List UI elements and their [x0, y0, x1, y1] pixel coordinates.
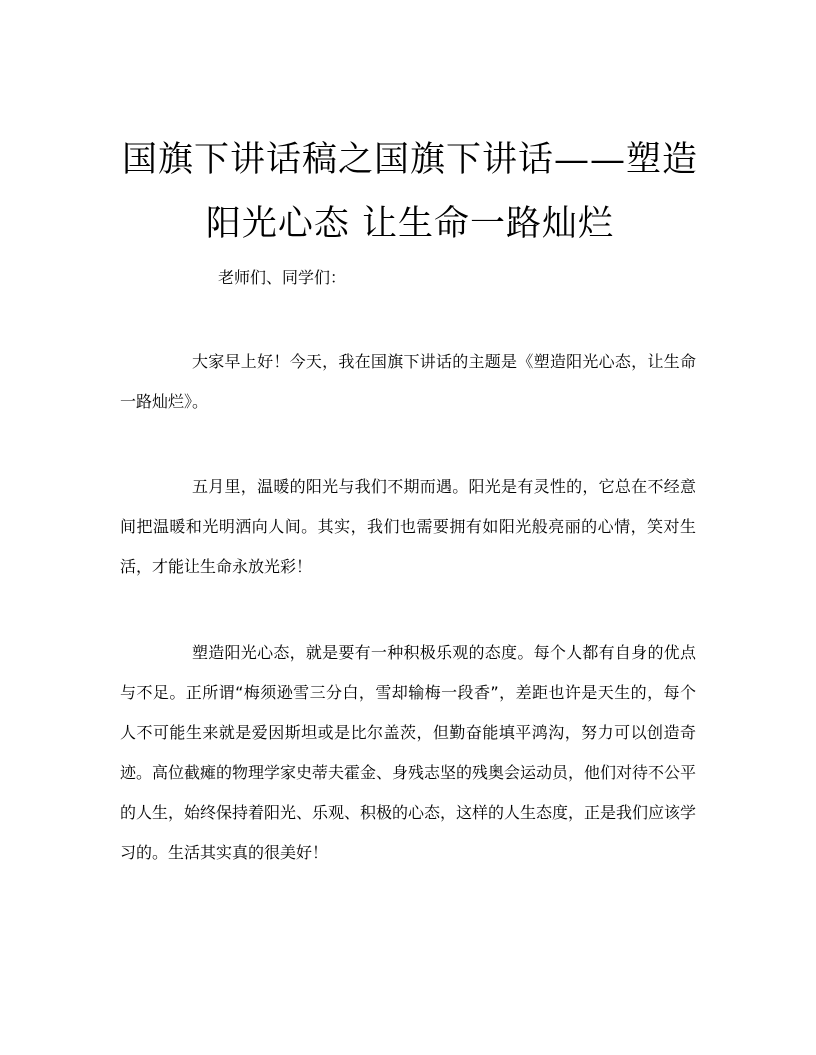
document-title: [110, 128, 710, 256]
title-line-1: 国旗下讲话稿之国旗下讲话——塑造: [121, 140, 698, 181]
paragraph-may-sunshine: 五月里，温暖的阳光与我们不期而遇。阳光是有灵性的，它总在不经意间把温暖和光明洒向人间。其实，我们也需要拥有如阳光般亮丽的心情，笑对生活，才能让生命永放光彩！: [120, 477, 696, 576]
title-line-2: 阳光心态 让生命一路灿烂: [205, 204, 615, 245]
paragraph-greeting: 大家早上好！今天，我在国旗下讲话的主题是《塑造阳光心态，让生命一路灿烂》。: [120, 352, 696, 411]
paragraph-positive-attitude: 塑造阳光心态，就是要有一种积极乐观的态度。每个人都有自身的优点与不足。正所谓“梅须逊雪三分白，雪却输梅一段香”，差距也许是天生的，每个人不可能生来就是爱因斯坦或是比尔盖茨，但勤奋能填平鸿沟，努力可以创造奇迹。高位截瘫的物理学家史蒂夫霍金、身残志坚的残奥会运动员，他们对待不公平的人生，始终保持着阳光、乐观、积极的心态，这样的人生态度，正是我们应该学习的。生活其实真的很美好！: [120, 643, 697, 862]
salutation: 老师们、同学们：: [218, 268, 347, 287]
